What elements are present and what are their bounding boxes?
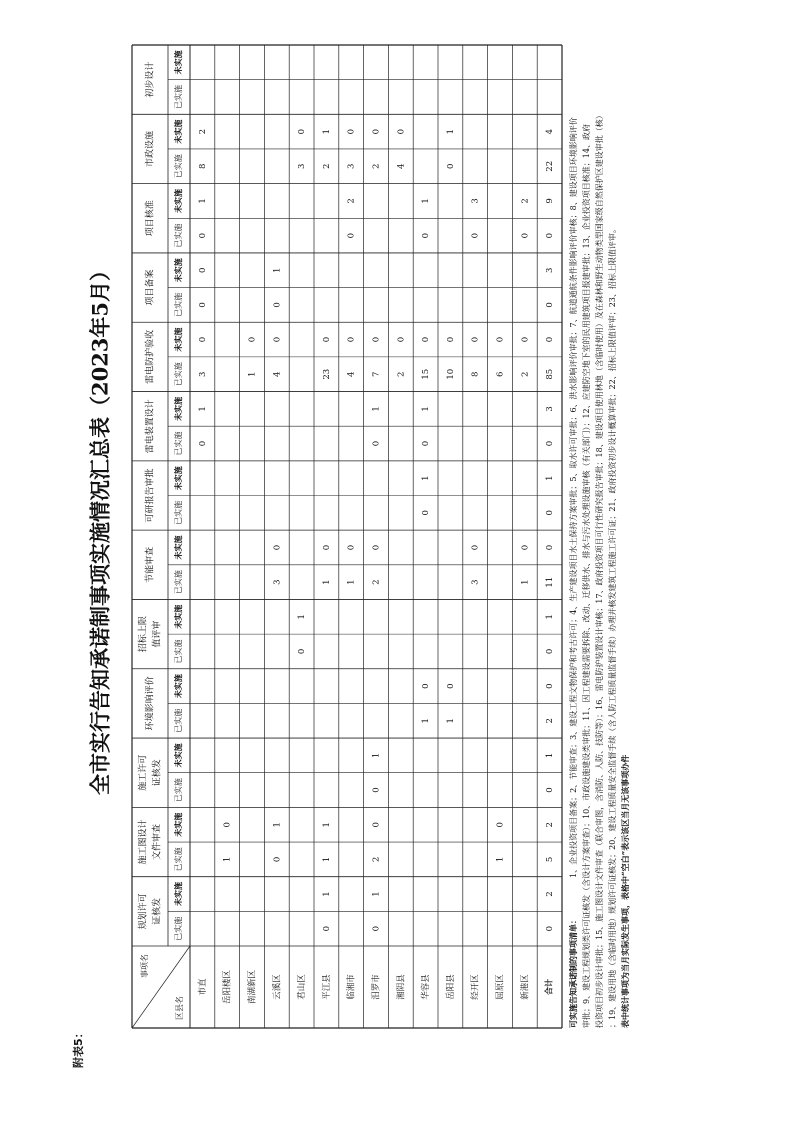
table-cell: 3 — [272, 579, 283, 585]
table-cell: 1 — [272, 267, 283, 273]
table-cell: 0 — [470, 544, 481, 551]
table-cell: 1 — [371, 406, 382, 412]
column-header-10: 项目核准 — [145, 200, 156, 237]
sub-header-not-done: 未实施 — [173, 882, 183, 907]
table-cell: 0 — [197, 232, 208, 239]
column-header-11: 市政设施 — [145, 130, 156, 167]
table-cell: 0 — [421, 683, 432, 689]
table-cell: 2 — [545, 718, 556, 724]
table-cell: 1 — [371, 752, 382, 759]
table-cell: 0 — [297, 128, 308, 135]
column-header-1-line2: 文件审查 — [152, 824, 163, 861]
table-cell: 8 — [470, 371, 481, 377]
table-cell: 0 — [545, 925, 556, 932]
table-cell: 1 — [545, 752, 556, 759]
table-cell: 1 — [197, 406, 208, 412]
table-cell: 0 — [545, 544, 556, 551]
table-cell: 0 — [346, 232, 357, 239]
sub-header-done: 已实施 — [174, 639, 183, 664]
table-cell: 11 — [545, 576, 556, 588]
column-header-1-line1: 施工图设计 — [138, 819, 149, 865]
table-cell: 0 — [421, 440, 432, 447]
row-label: 市直 — [197, 978, 208, 996]
sub-header-not-done: 未实施 — [173, 466, 183, 491]
table-cell: 85 — [545, 368, 556, 380]
table-cell: 0 — [346, 336, 357, 343]
table-cell: 0 — [495, 336, 506, 343]
table-cell: 3 — [545, 267, 556, 273]
table-cell: 0 — [197, 302, 208, 308]
row-label: 湘阴县 — [396, 974, 407, 1000]
table-cell: 3 — [470, 579, 481, 585]
column-header-7: 雷电装置设计 — [145, 399, 156, 454]
table-cell: 0 — [346, 128, 357, 135]
table-cell: 1 — [272, 822, 283, 828]
column-header-0-line1: 规划许可 — [138, 893, 149, 930]
sub-header-not-done: 未实施 — [173, 674, 183, 699]
table-cell: 1 — [346, 579, 357, 585]
table-cell: 2 — [545, 891, 556, 897]
column-header-3: 环境影响评价 — [145, 676, 156, 731]
corner-top-label: 事项名 — [140, 954, 149, 978]
table-cell: 4 — [272, 371, 283, 377]
table-cell: 1 — [545, 475, 556, 481]
table-cell: 0 — [396, 336, 407, 343]
row-label: 南湖新区 — [247, 969, 258, 1005]
row-label: 平江县 — [321, 974, 332, 1000]
column-header-2-line2: 证核发 — [152, 759, 163, 787]
table-cell: 1 — [297, 614, 308, 620]
column-header-9: 项目备案 — [145, 269, 156, 306]
table-cell: 0 — [371, 128, 382, 135]
table-cell: 2 — [371, 163, 382, 169]
table-cell: 0 — [545, 440, 556, 447]
table-cell: 0 — [445, 163, 456, 169]
sub-header-done: 已实施 — [174, 223, 183, 248]
table-cell: 22 — [545, 160, 556, 172]
column-header-4-line2: 值评审 — [152, 620, 163, 648]
table-cell: 0 — [371, 440, 382, 447]
table-cell: 4 — [346, 371, 357, 377]
column-header-4-line1: 招标上限 — [138, 616, 149, 653]
table-cell: 2 — [197, 128, 208, 135]
table-cell: 9 — [545, 198, 556, 204]
sub-header-done: 已实施 — [174, 84, 183, 109]
table-cell: 0 — [545, 787, 556, 793]
notes-footer: 表中统计事项为当月实际发生事项，表格中“空白”表示该区当月无该事项办件 — [620, 754, 630, 1028]
row-label: 汨罗市 — [371, 974, 382, 1000]
table-cell: 1 — [321, 822, 332, 828]
table-cell: 0 — [321, 925, 332, 932]
table-cell: 0 — [545, 232, 556, 239]
column-header-2-line1: 施工许可 — [138, 754, 149, 791]
table-cell: 0 — [445, 336, 456, 343]
table-cell: 0 — [371, 336, 382, 343]
table-cell: 2 — [371, 579, 382, 585]
table-cell: 0 — [545, 336, 556, 343]
table-cell: 0 — [545, 510, 556, 516]
table-cell: 15 — [421, 368, 432, 380]
table-cell: 0 — [346, 544, 357, 551]
table-cell: 1 — [421, 198, 432, 204]
table-cell: 1 — [197, 198, 208, 204]
column-header-0-line2: 证核发 — [152, 897, 163, 925]
table-cell: 4 — [396, 163, 407, 169]
sub-header-done: 已实施 — [174, 292, 183, 317]
table-cell: 0 — [222, 822, 233, 828]
sub-header-not-done: 未实施 — [173, 743, 183, 768]
sub-header-not-done: 未实施 — [173, 604, 183, 629]
row-label: 临湘市 — [346, 974, 357, 1000]
table-cell: 5 — [545, 856, 556, 863]
sub-header-done: 已实施 — [174, 500, 183, 525]
table-cell: 1 — [421, 406, 432, 412]
table-cell: 0 — [197, 267, 208, 273]
table-cell: 0 — [470, 232, 481, 239]
attachment-label: 附表5： — [72, 1027, 85, 1068]
notes-body-line: 投资项目初步设计审批；15、施工图设计文件审查（联合审图，含消防、人防、技防等）；16、雷电防护装置设计审核；17、政府投资项目可行性研究报告审批；18、建设项目使用林地（含临时使用）及在森林和野生动物类型国家级自然保护区建设审批（核） — [595, 111, 604, 1028]
row-label: 屈原区 — [495, 974, 506, 1000]
row-label: 经开区 — [470, 974, 481, 1000]
column-header-5: 节能审查 — [145, 546, 156, 583]
row-label: 合计 — [543, 979, 554, 995]
table-cell: 0 — [520, 544, 531, 551]
sub-header-not-done: 未实施 — [173, 535, 183, 560]
sub-header-done: 已实施 — [174, 708, 183, 733]
table-cell: 0 — [272, 856, 283, 863]
table-cell: 1 — [445, 128, 456, 135]
table-cell: 0 — [371, 787, 382, 793]
row-label: 新港区 — [520, 974, 531, 1000]
sub-header-not-done: 未实施 — [173, 396, 183, 421]
table-cell: 1 — [371, 891, 382, 897]
table-cell: 2 — [520, 371, 531, 377]
sub-header-done: 已实施 — [174, 362, 183, 387]
table-cell: 2 — [371, 856, 382, 863]
table-cell: 0 — [297, 648, 308, 655]
sub-header-done: 已实施 — [174, 916, 183, 941]
table-cell: 0 — [272, 302, 283, 308]
table-cell: 1 — [247, 371, 258, 377]
table-cell: 3 — [470, 198, 481, 204]
table-cell: 0 — [545, 302, 556, 308]
table-cell: 0 — [272, 544, 283, 551]
column-header-8: 雷电防护验收 — [145, 329, 156, 384]
table-cell: 0 — [371, 925, 382, 932]
table-cell: 2 — [545, 822, 556, 828]
table-cell: 1 — [421, 475, 432, 481]
table-cell: 8 — [197, 163, 208, 169]
table-cell: 23 — [321, 368, 332, 380]
table-group — [88, 45, 632, 1028]
table-cell: 3 — [346, 163, 357, 169]
table-cell: 0 — [470, 336, 481, 343]
table-cell: 0 — [321, 336, 332, 343]
row-label: 岳阳县 — [445, 974, 456, 1000]
sub-header-not-done: 未实施 — [173, 188, 183, 213]
sub-header-not-done: 未实施 — [173, 327, 183, 352]
table-cell: 0 — [272, 336, 283, 343]
table-cell: 1 — [545, 614, 556, 620]
table-cell: 0 — [520, 232, 531, 239]
sub-header-done: 已实施 — [174, 778, 183, 803]
notes-lead: 可实施告知承诺制的事项清单： — [568, 916, 578, 1028]
table-cell: 0 — [520, 336, 531, 343]
sub-header-done: 已实施 — [174, 570, 183, 595]
table-cell: 1 — [321, 128, 332, 135]
table-cell: 2 — [346, 198, 357, 204]
table-cell: 1 — [495, 856, 506, 863]
table-cell: 1 — [445, 718, 456, 724]
table-cell: 0 — [421, 510, 432, 516]
table-cell: 2 — [321, 163, 332, 169]
table-cell: 0 — [247, 336, 258, 343]
table-cell: 6 — [495, 371, 506, 377]
row-label: 华容县 — [421, 974, 432, 1000]
corner-bottom-label: 区县名 — [175, 996, 184, 1020]
table-cell: 0 — [371, 822, 382, 828]
table-cell: 0 — [545, 648, 556, 655]
table-cell: 1 — [321, 891, 332, 897]
notes-body-line: 1、企业投资项目备案；2、节能审查；3、建设工程文物保护和考古许可；4、生产建设项目水土保持方案审批；5、取水许可审批；6、洪水影响评价审批；7、航道通航条件影响评价审核；8、建设项目环境影响评价 — [569, 117, 578, 878]
row-label: 云溪区 — [272, 974, 283, 1000]
table-cell: 1 — [321, 579, 332, 585]
table-cell: 1 — [321, 856, 332, 863]
notes-body-line: ；19、建设用地（含临时用地）规划许可证核发；20、建设工程质量安全监督手续（含人防工程质量监督手续）办理并核发建筑工程施工许可证；21、政府投资初步设计概算审批；22、招标上限值评审；23、招标上限值评审。 — [608, 225, 617, 1028]
sub-header-not-done: 未实施 — [173, 812, 183, 837]
table-cell: 3 — [297, 163, 308, 169]
table-cell: 1 — [222, 856, 233, 863]
sub-header-not-done: 未实施 — [173, 50, 183, 75]
table-cell: 0 — [421, 232, 432, 239]
table-cell: 0 — [371, 544, 382, 551]
table-cell: 1 — [520, 579, 531, 585]
table-cell: 0 — [421, 336, 432, 343]
column-header-6: 可研报告审批 — [145, 468, 156, 523]
table-cell: 3 — [197, 371, 208, 377]
row-label: 岳阳楼区 — [222, 969, 233, 1005]
sub-header-done: 已实施 — [174, 154, 183, 179]
page-title: 全市实行告知承诺制事项实施情况汇总表（2023年5月） — [87, 259, 113, 796]
sub-header-not-done: 未实施 — [173, 119, 183, 144]
table-cell: 0 — [396, 128, 407, 135]
table-cell: 0 — [545, 683, 556, 689]
sub-header-done: 已实施 — [174, 431, 183, 456]
notes-body-line: 审批；9、建设工程规划类许可证核发（含设计方案审查）；10、市政设施建设类审批；11、因工程建设需要拆除、改动、迁移供水、排水与污水处理设施审核（有关部门）；12、应建防空地下室的民用建筑项目报建审批；13、企业投资项目核准；14、政府 — [582, 124, 591, 1028]
table-cell: 2 — [520, 198, 531, 204]
table-cell: 2 — [396, 371, 407, 377]
row-label: 君山区 — [297, 974, 308, 1000]
table-cell: 0 — [445, 683, 456, 689]
table-cell: 1 — [421, 718, 432, 724]
table-cell: 0 — [197, 336, 208, 343]
table-cell: 0 — [321, 544, 332, 551]
table-cell: 0 — [197, 440, 208, 447]
table-cell: 0 — [495, 822, 506, 828]
table-cell: 3 — [545, 406, 556, 412]
sub-header-done: 已实施 — [174, 847, 183, 872]
table-cell: 10 — [445, 368, 456, 380]
column-header-12: 初步设计 — [145, 61, 156, 98]
table-cell: 7 — [371, 371, 382, 377]
sub-header-not-done: 未实施 — [173, 258, 183, 283]
table-cell: 4 — [545, 128, 556, 135]
